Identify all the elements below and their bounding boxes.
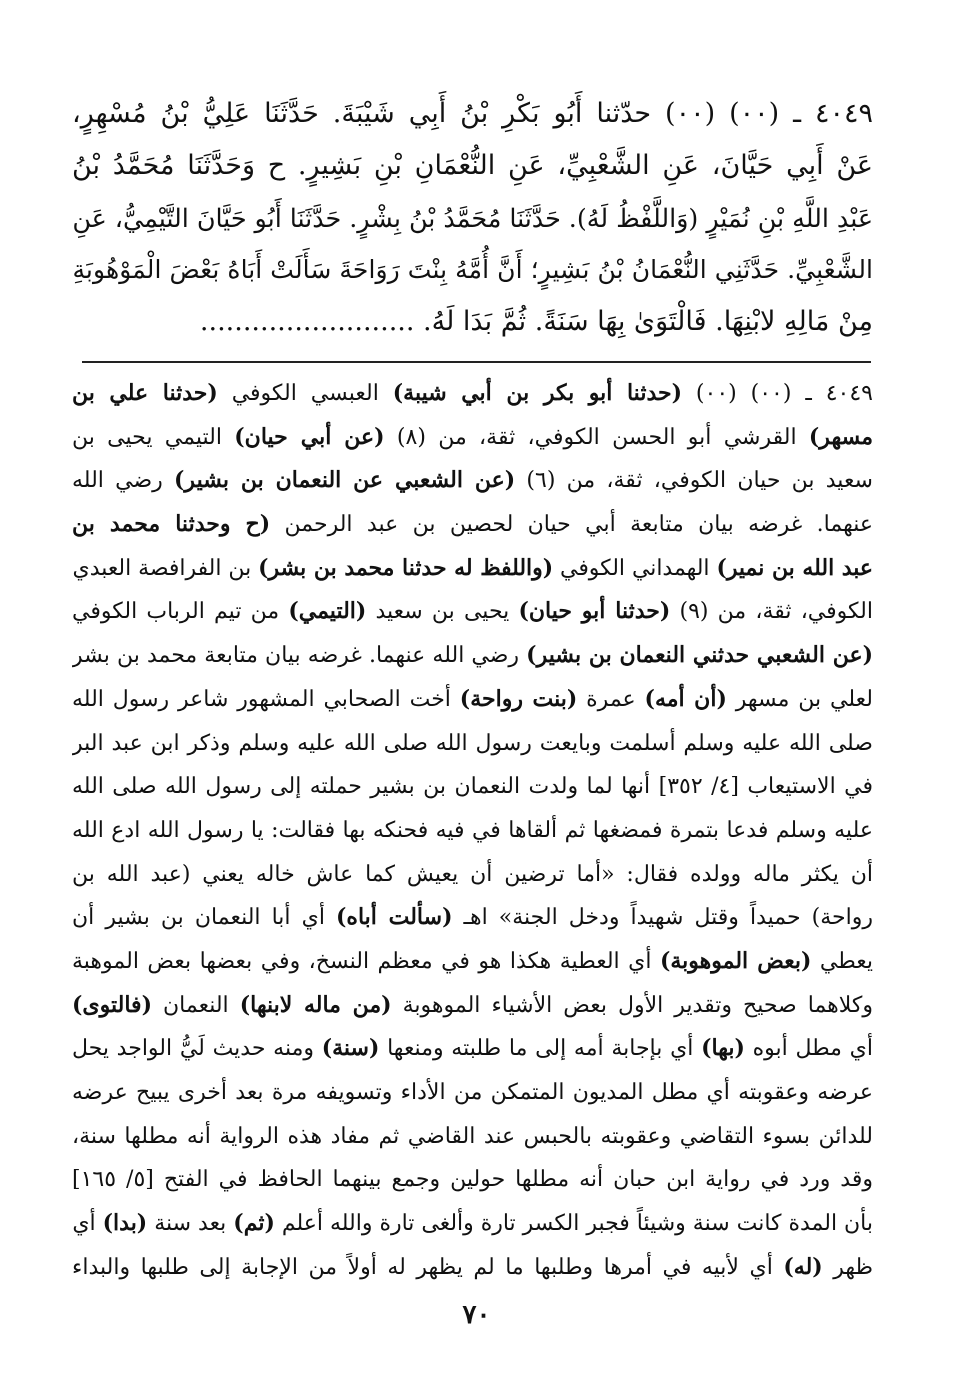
- commentary-line: [72, 1246, 873, 1290]
- commentary-segment: صلى الله عليه وسلم أسلمت وبايعت رسول الله صلى الله عليه وسلم وذكر ابن عبد البر: [72, 730, 873, 756]
- commentary-line: [72, 1202, 873, 1246]
- commentary-line: [72, 853, 873, 897]
- commentary-segment: يعطي: [811, 948, 873, 974]
- commentary-segment: يحيى بن سعيد: [366, 599, 519, 625]
- commentary-line: [72, 765, 873, 809]
- commentary-segment: في الاستيعاب [٤/ ٣٥٢] أنها لما ولدت النعمان بن بشير حملته إلى رسول الله صلى الله: [72, 774, 873, 800]
- commentary-segment: التيمي يحيى بن: [72, 424, 235, 450]
- quoted-phrase: (سألت أباه): [336, 904, 453, 931]
- commentary-segment: عمرة: [577, 686, 645, 712]
- commentary-line: [72, 590, 873, 634]
- hadith-line: ٤٠٤٩ ـ (٠٠) (٠٠) حدّثنا أَبُو بَكْرِ بْنُ أَبِي شَيْبَةَ. حَدَّثَنَا عَلِيُّ بْنُ مُسْهِرٍ،: [72, 98, 873, 129]
- commentary-segment: وقد ورد في رواية ابن حبان أنه مطلها حولين وجمع بينهما الحافظ في الفتح [٥/ ١٦٥]: [72, 1167, 873, 1193]
- commentary-segment: بعد سنة: [147, 1211, 234, 1237]
- quoted-phrase: (بها): [701, 1035, 745, 1062]
- commentary-segment: أي لأبيه في أمرها وطلبها ما لم يظهر له أولاً من الإجابة إلى طلبها والبداء: [72, 1254, 784, 1280]
- commentary-line: [72, 896, 873, 940]
- commentary-segment: أي بإجابة أمه إلى ما طلبته ومنعها: [379, 1036, 702, 1062]
- quoted-phrase: (ح وحدثنا محمد بن: [72, 511, 271, 538]
- commentary-segment: رضي الله عنهما. غرضه بيان متابعة محمد بن بشر: [72, 643, 527, 669]
- commentary-line: [72, 940, 873, 984]
- hadith-line: عَنْ أَبِي حَيَّانَ، عَنِ الشَّعْبِيِّ، عَنِ النُّعْمَانِ بْنِ بَشِيرٍ. ح وَحَدَّثَنَا مُحَمَّدُ بْنُ: [72, 150, 873, 181]
- quoted-phrase: (من ماله لابنها): [239, 991, 392, 1018]
- commentary-segment: عرضه وعقوبته أي مطل المديون المتمكن من الأداء وتسويفه مرة بعد أخرى يبيح عرضه: [72, 1080, 873, 1105]
- commentary-segment: أن يكثر ماله وولده فقال: «أما ترضين أن يعيش كما عاش خاله يعني (عبد الله بن: [72, 861, 873, 887]
- commentary-segment: أي العطية هكذا هو في معظم النسخ، وفي بعضها بعض الموهبة: [72, 948, 660, 974]
- commentary-segment: وكلاهما صحيح وتقدير الأول بعض الأشياء الموهوبة: [391, 992, 873, 1018]
- commentary-line: [72, 1115, 873, 1159]
- quoted-phrase: (أن أمه): [644, 685, 727, 712]
- quoted-phrase: (عن الشعبي عن النعمان بن بشير): [174, 467, 516, 494]
- commentary-segment: ٤٠٤٩ ـ (٠٠) (٠٠): [682, 381, 873, 406]
- commentary-line: [72, 372, 873, 416]
- commentary-line: [72, 416, 873, 460]
- commentary-line: [72, 547, 873, 591]
- commentary-segment: أي: [72, 1211, 103, 1237]
- commentary-segment: العبسي الكوفي: [217, 381, 393, 406]
- commentary-segment: بن الفرافصة العبدي: [72, 555, 259, 581]
- commentary-segment: رواحة) حميداً وقتل شهيداً ودخل الجنة» اهـ: [452, 905, 873, 931]
- page-number: ٧٠: [462, 1300, 491, 1330]
- quoted-phrase: (حدثنا أبو بكر بن أبي شيبة): [392, 380, 683, 406]
- quoted-phrase: (سنة): [321, 1035, 380, 1062]
- quoted-phrase: (بعض الموهوبة): [659, 947, 812, 974]
- quoted-phrase: (عن أبي حيان): [234, 423, 385, 450]
- commentary-line: [72, 1158, 873, 1202]
- quoted-phrase: (فالتوى): [72, 991, 152, 1018]
- quoted-phrase: (له): [783, 1253, 823, 1280]
- commentary-line: [72, 1071, 873, 1115]
- commentary-segment: أي مطل أبوه: [744, 1036, 873, 1062]
- quoted-phrase: (التيمي): [288, 598, 367, 625]
- commentary-segment: سعيد بن حيان الكوفي، ثقة، من (٦): [515, 468, 873, 494]
- section-divider: [82, 361, 871, 363]
- hadith-line: عَبْدِ اللَّهِ بْنِ نُمَيْرٍ (وَاللَّفْظُ لَهُ). حَدَّثَنَا مُحَمَّدُ بْنُ بِشْرٍ. حَدَّثَنَا أَبُو حَيَّانَ التَّيْمِيُّ، عَنِ: [72, 203, 873, 233]
- quoted-phrase: (عن الشعبي حدثني النعمان بن بشير): [526, 642, 873, 669]
- hadith-line: الشَّعْبِيِّ. حَدَّثَنِي النُّعْمَانُ بْنُ بَشِيرٍ؛ أَنَّ أُمَّهُ بِنْتَ رَوَاحَةَ سَأَلَتْ أَبَاهُ بَعْضَ الْمَوْهُوبَةِ: [72, 255, 873, 284]
- quoted-phrase: (بنت رواحة): [459, 685, 578, 712]
- commentary-segment: ظهر: [822, 1254, 873, 1280]
- commentary-segment: ومنه حديث لَيُّ الواجد يحل: [72, 1036, 322, 1062]
- hadith-text: [72, 88, 873, 348]
- commentary-line: [72, 1027, 873, 1071]
- hadith-line: مِنْ مَالِهِ لابْنِهَا. فَالْتَوَىٰ بِهَا سَنَةً. ثُمَّ بَدَا لَهُ. .........................: [199, 306, 873, 337]
- commentary-segment: للدائن بسوء التقاضي وعقوبته بالحبس عند القاضي ثم مفاد هذه الرواية أنه مطلها سنة،: [72, 1123, 873, 1149]
- commentary-line: [72, 634, 873, 678]
- quoted-phrase: عبد الله بن نمير): [716, 554, 873, 581]
- commentary-segment: النعمان: [151, 992, 240, 1018]
- commentary-segment: أخت الصحابي المشهور شاعر رسول الله: [72, 686, 460, 712]
- quoted-phrase: (حدثنا أبو حيان): [518, 598, 671, 625]
- quoted-phrase: (واللفظ له حدثنا محمد بن بشر): [258, 554, 554, 581]
- commentary-segment: من تيم الرباب الكوفي: [72, 599, 289, 625]
- commentary-line: [72, 722, 873, 766]
- commentary-segment: أي أبا النعمان بن بشير أن: [72, 905, 337, 931]
- commentary-segment: رضي الله: [72, 468, 175, 494]
- commentary-line: [72, 809, 873, 853]
- commentary-segment: الهمداني الكوفي: [553, 555, 717, 581]
- quoted-phrase: (بدا): [102, 1210, 148, 1237]
- commentary-text: [72, 372, 873, 1289]
- commentary-segment: لعلي بن مسهر: [726, 686, 873, 712]
- quoted-phrase: مسهر): [808, 423, 873, 450]
- commentary-line: [72, 984, 873, 1028]
- commentary-line: [72, 678, 873, 722]
- quoted-phrase: (ثم): [233, 1210, 275, 1237]
- quoted-phrase: (حدثنا علي بن: [72, 380, 218, 406]
- commentary-segment: عنهما. غرضه بيان متابعة أبي حيان لحصين بن عبد الرحمن: [270, 512, 873, 538]
- commentary-line: [72, 459, 873, 503]
- commentary-segment: عليه وسلم فدعا بتمرة فمضغها ثم ألقاها في فيه فحنكه بها فقالت: يا رسول الله ادع الله: [72, 817, 873, 843]
- commentary-segment: الكوفي، ثقة، من (٩): [670, 599, 873, 625]
- commentary-segment: بأن المدة كانت سنة وشيئاً فجبر الكسر تارة وألغى تارة والله أعلم: [274, 1211, 873, 1237]
- commentary-segment: القرشي أبو الحسن الكوفي، ثقة، من (٨): [384, 424, 809, 450]
- commentary-line: [72, 503, 873, 547]
